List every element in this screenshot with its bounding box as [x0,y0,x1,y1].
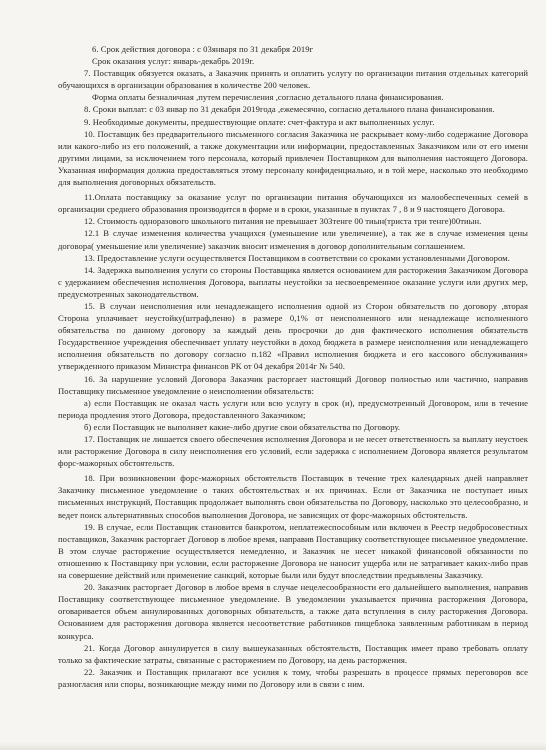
contract-text [58,43,528,690]
clause-12-1: 12.1 В случае изменения количества учащихся (уменьшение или увеличение), а так же в случае изменения цены договора( уменьшение или увеличение) заказчик вносит изменения в договор дополнительным соглашением. [58,228,528,251]
clause-6-service-period: Срок оказания услуг: январь-декабрь 2019г. [92,56,255,67]
page-bottom-edge [0,742,546,750]
clause-17: 17. Поставщик не лишается своего обеспечения исполнения Договора и не несет ответственность за выплату неустоек или расторжение Договора в силу неисполнения его условий, если задержка с исполнением Договора является результатом форс-мажорных обстоятельств. [58,434,528,469]
clause-10: 10. Поставщик без предварительного письменного согласия Заказчика не раскрывает кому-либо содержание Договора или какого-либо из его положений, а также документации или информации, предоставленных Заказчиком или от его имени другими лицами, за исключением того персонала, который привлечен Поставщиком для выполнения настоящего Договора. Указанная информация должна предоставляться этому персоналу конфиденциально, и в той мере, насколько это необходимо для выполнения договорных обязательств. [58,128,528,188]
clause-6-term: 6. Срок действия договора : с 03января по 31 декабря 2019г [92,44,314,54]
clause-22: 22. Заказчик и Поставщик прилагают все усилия к тому, чтобы разрешать в процессе прямых переговоров все разногласия или споры, возникающие между ними по Договору или в связи с ним. [58,666,528,689]
clause-11: 11.Оплата поставщику за оказание услуг по организации питания обучающихся из малообеспеченных семей в организации среднего образования производится в форме и в сроки, указанные в пунктах 7 , 8 и 9 настоящего Договора. [58,192,528,215]
clause-13: 13. Предоставление услуги осуществляется Поставщиком в соответствии со сроками установленными Договором. [84,252,510,263]
clause-15: 15. В случаи неисполнения или ненадлежащего исполнения одной из Сторон обязательств по договору ,вторая Сторона уплачивает неустойку(штраф,пеню) в размере 0,1% от неисполненного или ненадлежаще исполненного обязательства по данному договору за каждый день просрочки до дня фактического исполнения обязательств Государственное учреждения обеспечивает уплату неустойки в доход бюджета в размере неисполнения или ненадлежащего исполнения обязательств по договору согласно п.182 «Правил исполнения бюджета и его кассового обслуживания» утвержденного приказом Министра финансов РК от 04 декабря 2014г № 540. [58,300,528,372]
clause-16: 16. За нарушение условий Договора Заказчик расторгает настоящий Договор полностью или частично, направив Поставщику письменное уведомление о неисполнении обязательств: [58,373,528,396]
clause-7-payment-form: Форма оплаты безналичная ,путем перечисления ,согласно детального плана финансирования. [92,92,444,103]
clause-9: 9. Необходимые документы, предшествующие оплате: счет-фактура и акт выполненных услуг. [84,116,435,127]
clause-20: 20. Заказчик расторгает Договор в любое время в случае нецелесообразности его дальнейшего выполнения, направив Поставщику соответствующее письменное уведомление. В уведомлении указывается причина расторжения Договора, оговаривается объем аннулированных договорных обязательств, а также дата вступления в силу расторжения Договора. Основанием для расторжения договора является несоответствие работников пищеблока заявленным работникам в период конкурса. [58,582,528,641]
clause-16-b: б) если Поставщик не выполняет какие-либо другие свои обязательства по Договору. [84,421,401,432]
clause-18: 18. При возникновении форс-мажорных обстоятельств Поставщик в течение трех календарных дней направляет Заказчику письменное уведомление о таких обстоятельствах и их причинах. Если от Заказчика не поступает иных письменных инструкций, Поставщик продолжает выполнять свои обязательства по Договору, насколько это целесообразно, и ведет поиск альтернативных способов выполнения Договора, не зависящих от форс-мажорных обстоятельств. [58,473,528,520]
clause-16-a: а) если Поставщик не оказал часть услуги или всю услугу в срок (и), предусмотренный Договором, или в течение периода продления этого Договора, предоставленного Заказчиком; [58,397,528,420]
clause-8: 8. Сроки выплат: с 03 январ по 31 декабря 2019года ,ежемесячно, согласно детального плана финансирования. [84,104,495,115]
clause-14: 14. Задержка выполнения услуги со стороны Поставщика является основанием для расторжения Заказчиком Договора с удержанием обеспечения исполнения Договора, выплаты неустойки за несвоевременное оказание услуги или других мер, предусмотренных законодательством. [58,264,528,299]
clause-21: 21. Когда Договор аннулируется в силу вышеуказанных обстоятельств, Поставщик имеет право требовать оплату только за фактические затраты, связанные с расторжением по Договору, на день расторжения. [58,642,528,665]
clause-12: 12. Стоимость одноразового школьного питания не превышает 303тенге 00 тиын(триста три тенге)00тиын. [84,216,482,227]
clause-19: 19. В случае, если Поставщик становится банкротом, неплатежеспособным или включен в Реестр недобросовестных поставщиков, Заказчик расторгает Договор в любое время, направив Поставщику соответствующее письменное уведомление. В этом случае расторжение осуществляется немедленно, и Заказчик не несет никакой финансовой обязанности по отношению к Поставщику при условии, если расторжение Договора не наносит ущерба или не затрагивает каких-либо прав на совершение действий или применение санкций, которые были или будут впоследствии предъявлены Заказчику. [58,521,528,581]
clause-7: 7. Поставщик обязуется оказать, а Заказчик принять и оплатить услугу по организации питания отдельных категорий обучающихся в организации образования в количестве 200 человек. [58,68,528,91]
